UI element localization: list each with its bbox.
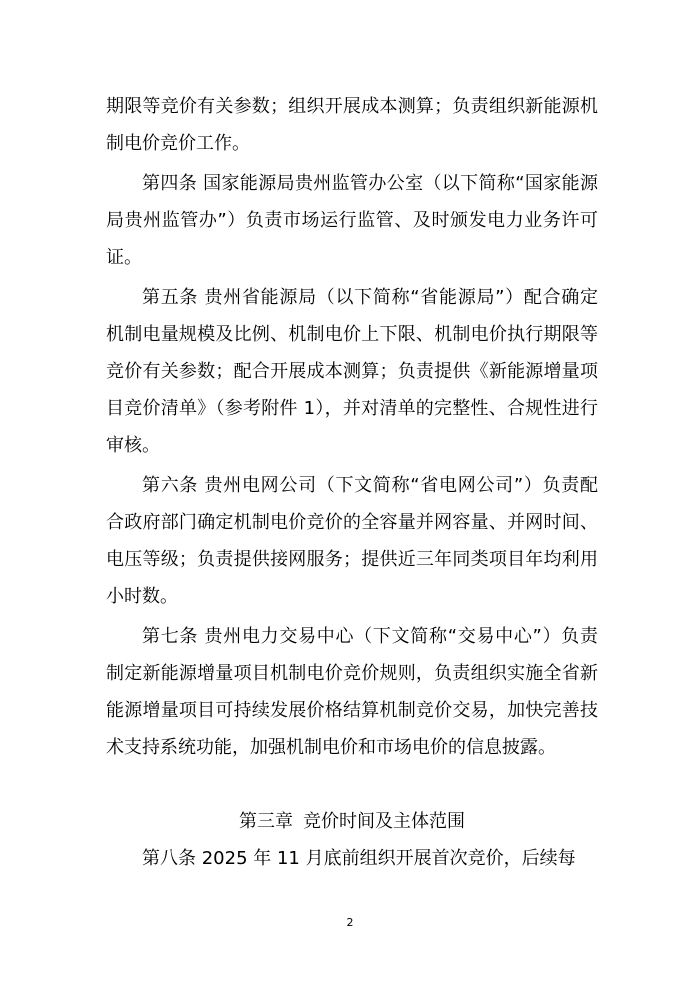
document-body — [106, 88, 598, 877]
paragraph-article-8: 第八条 2025 年 11 月底前组织开展首次竞价，后续每 — [142, 848, 576, 869]
chapter-number: 第三章 — [239, 811, 293, 832]
paragraph-article-5: 第五条 贵州省能源局（以下简称“省能源局”）配合确定机制电量规模及比例、机制电价上下限、机制电价执行期限等竞价有关参数；配合开展成本测算；负责提供《新能源增量项目竞价清单》（参考附件 1），并对清单的完整性、合规性进行审核。 — [106, 287, 598, 456]
paragraph-article-4: 第四条 国家能源局贵州监管办公室（以下简称“国家能源局贵州监管办”）负责市场运行监管、及时颁发电力业务许可证。 — [106, 173, 598, 268]
chapter-title: 竞价时间及主体范围 — [303, 811, 465, 832]
page-number: 2 — [346, 916, 354, 929]
paragraph-article-6: 第六条 贵州电网公司（下文简称“省电网公司”）负责配合政府部门确定机制电价竞价的全容量并网容量、并网时间、电压等级；负责提供接网服务；提供近三年同类项目年均利用小时数。 — [106, 475, 598, 607]
paragraph-continuation: 期限等竞价有关参数；组织开展成本测算；负责组织新能源机制电价竞价工作。 — [106, 96, 598, 154]
chapter-heading — [106, 803, 598, 840]
paragraph-article-7: 第七条 贵州电力交易中心（下文简称“交易中心”）负责制定新能源增量项目机制电价竞价规则，负责组织实施全省新能源增量项目可持续发展价格结算机制竞价交易，加快完善技术支持系统功能，加强机制电价和市场电价的信息披露。 — [106, 626, 598, 758]
